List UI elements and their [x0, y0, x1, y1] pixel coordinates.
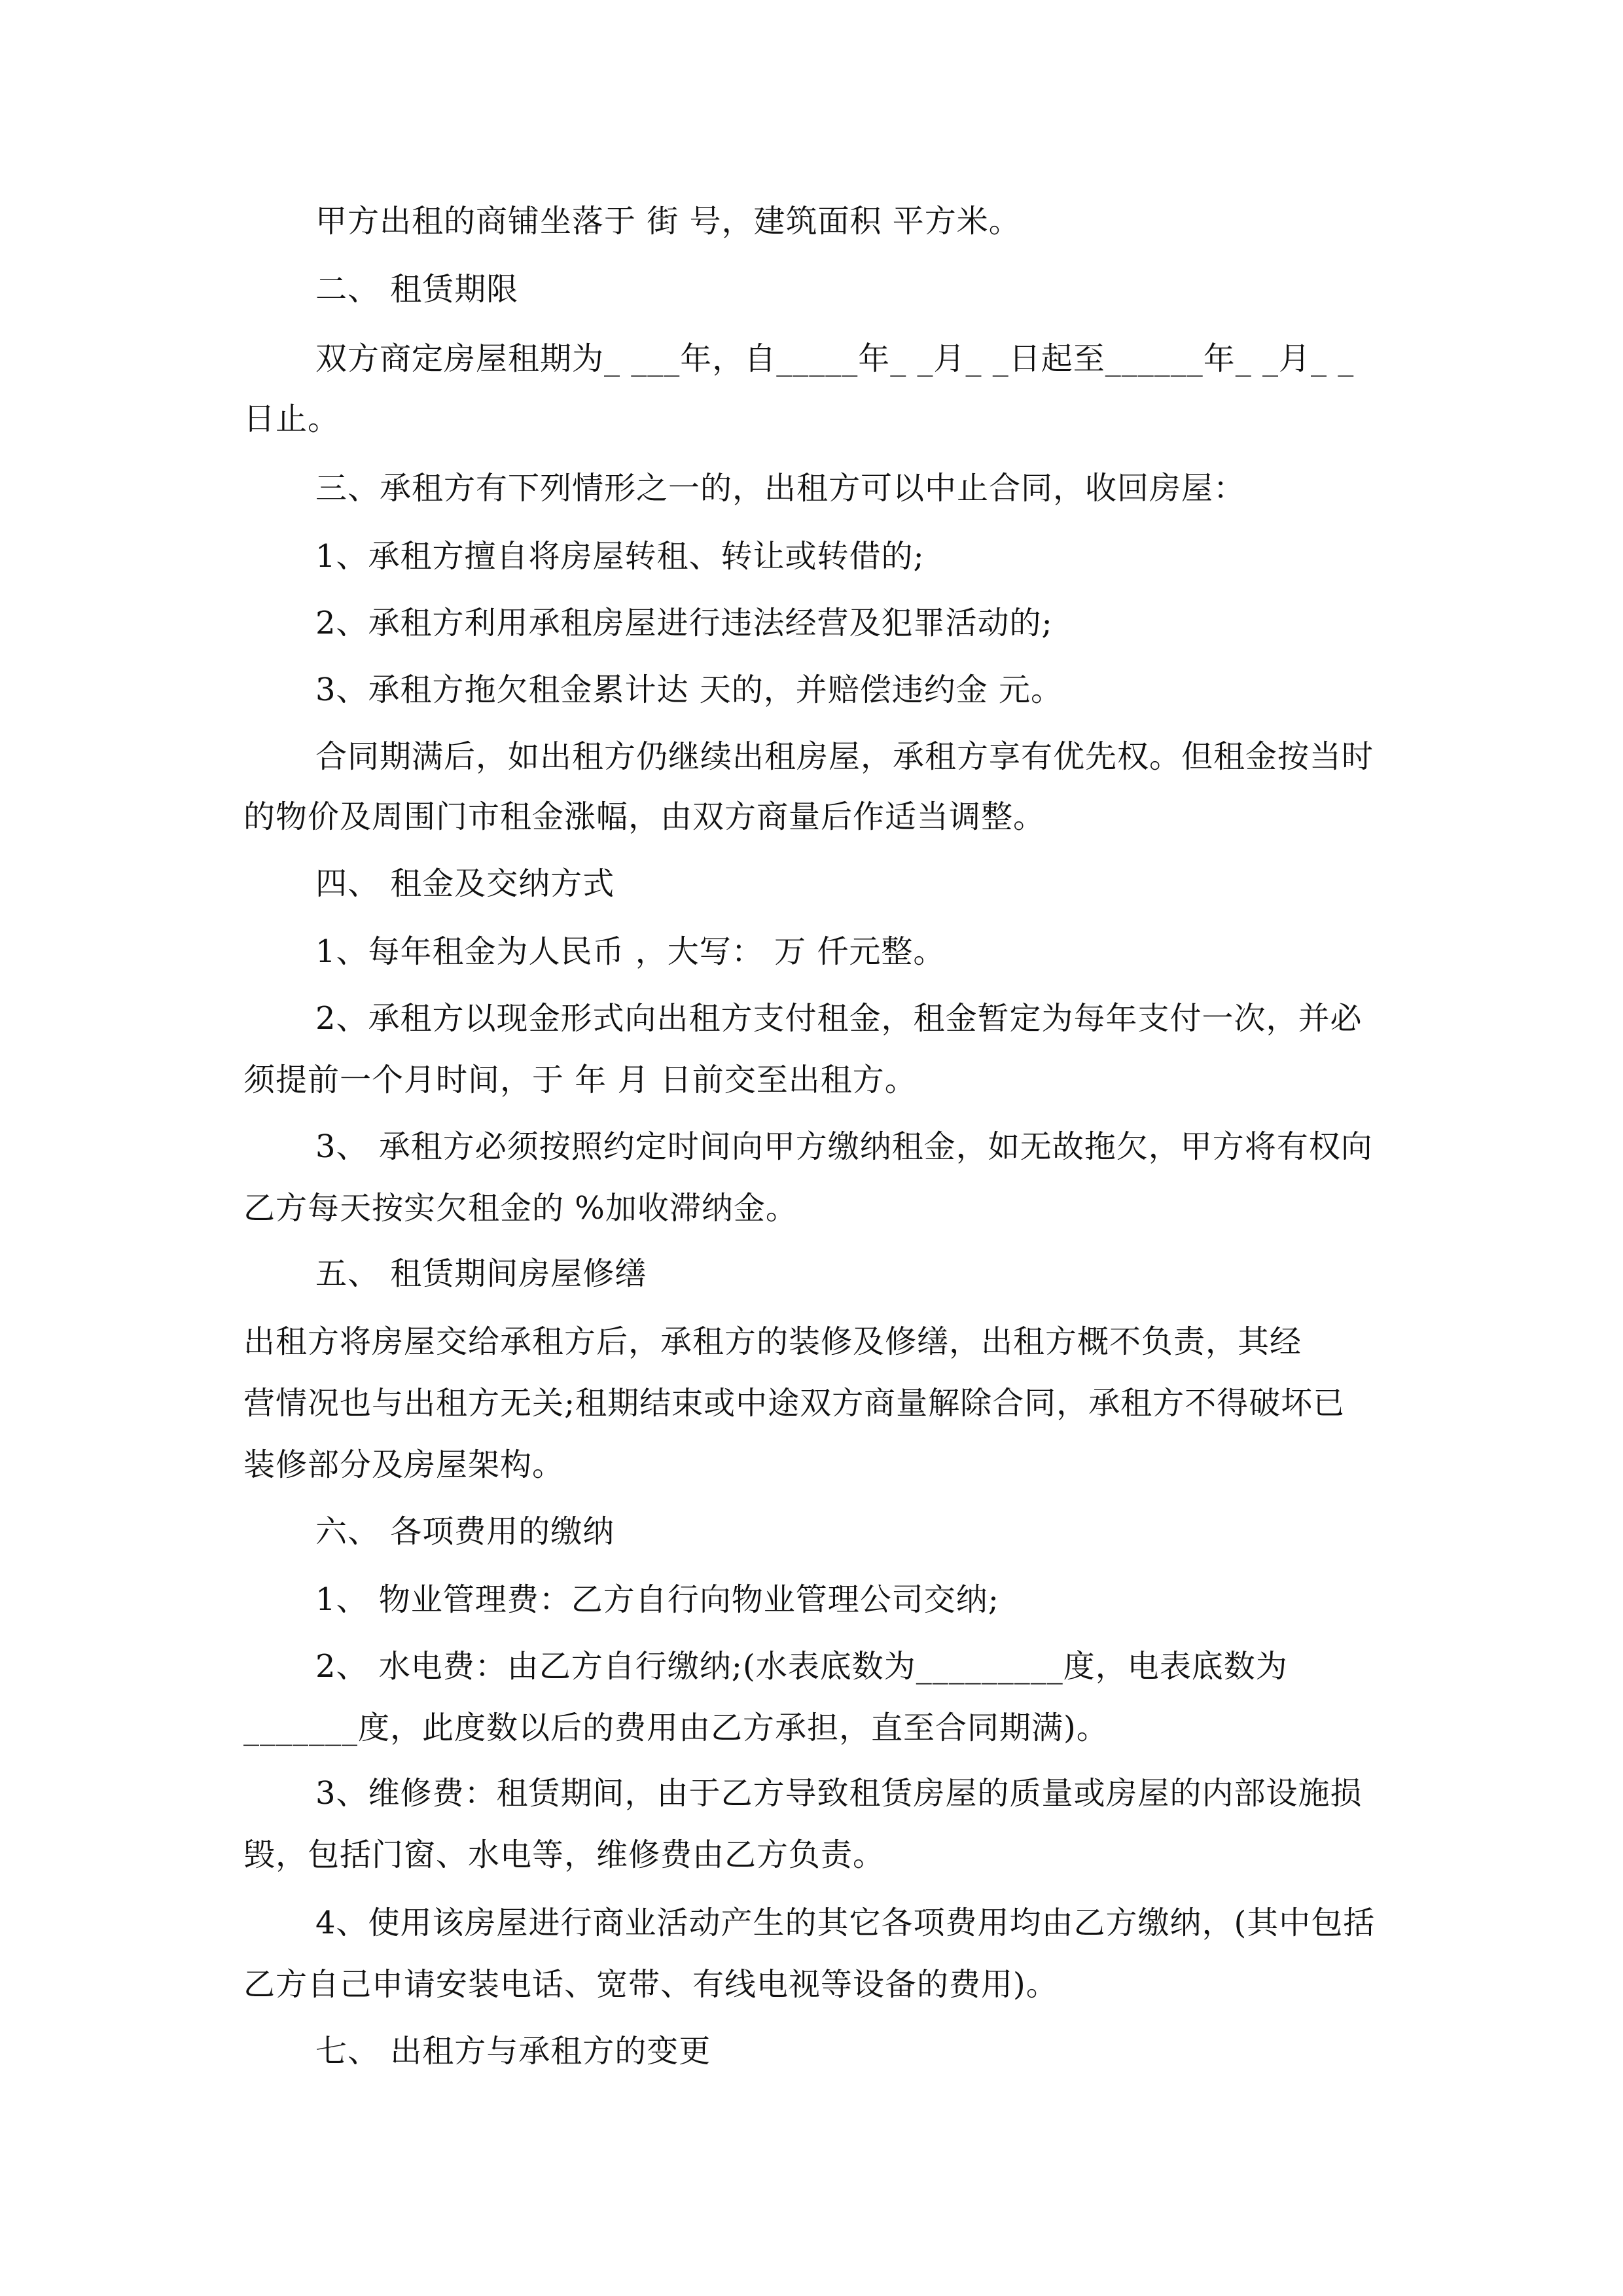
- text-line-lease-period-end: 日止。: [243, 401, 340, 437]
- list-item-fees-3: 3、维修费：租赁期间，由于乙方导致租赁房屋的质量或房屋的内部设施损: [315, 1775, 1363, 1812]
- section-heading-lease-term: 二、 租赁期限: [315, 271, 519, 308]
- text-line-renewal: 合同期满后，如出租方仍继续出租房屋，承租方享有优先权。但租金按当时: [315, 738, 1374, 775]
- list-item-termination-3: 3、承租方拖欠租金累计达 天的，并赔偿违约金 元。: [315, 672, 1063, 708]
- list-item-fees-4: 4、使用该房屋进行商业活动产生的其它各项费用均由乙方缴纳，(其中包括: [315, 1905, 1376, 1941]
- list-item-fees-4-cont: 乙方自己申请安装电话、宽带、有线电视等设备的费用)。: [243, 1966, 1058, 2003]
- list-item-fees-1: 1、 物业管理费：乙方自行向物业管理公司交纳;: [315, 1581, 999, 1618]
- list-item-rent-3: 3、 承租方必须按照约定时间向甲方缴纳租金，如无故拖欠，甲方将有权向: [315, 1128, 1373, 1165]
- text-line-repairs-1: 出租方将房屋交给承租方后，承租方的装修及修缮，出租方概不负责，其经: [243, 1323, 1302, 1360]
- list-item-rent-2: 2、承租方以现金形式向出租方支付租金，租金暂定为每年支付一次，并必: [315, 1000, 1363, 1037]
- text-line-lease-period: 双方商定房屋租期为_ ___年，自_____年_ _月_ _日起至______年_ _月_ _: [315, 340, 1355, 377]
- list-item-termination-2: 2、承租方利用承租房屋进行违法经营及犯罪活动的;: [315, 605, 1053, 641]
- section-heading-party-change: 七、 出租方与承租方的变更: [315, 2033, 711, 2070]
- section-heading-rent-payment: 四、 租金及交纳方式: [315, 865, 615, 902]
- text-line-repairs-3: 装修部分及房屋架构。: [243, 1446, 565, 1483]
- section-heading-fees: 六、 各项费用的缴纳: [315, 1513, 615, 1550]
- list-item-rent-1: 1、每年租金为人民币 ，大写： 万 仟元整。: [315, 933, 946, 970]
- section-heading-repairs: 五、 租赁期间房屋修缮: [315, 1255, 647, 1292]
- list-item-rent-2-cont: 须提前一个月时间，于 年 月 日前交至出租方。: [243, 1062, 917, 1098]
- list-item-fees-2: 2、 水电费：由乙方自行缴纳;(水表底数为_________度，电表底数为: [315, 1648, 1288, 1685]
- text-line-repairs-2: 营情况也与出租方无关;租期结束或中途双方商量解除合同，承租方不得破坏已: [243, 1385, 1346, 1422]
- text-line-renewal-cont: 的物价及周围门市租金涨幅，由双方商量后作适当调整。: [243, 798, 1046, 835]
- list-item-fees-2-cont: _______度，此度数以后的费用由乙方承担，直至合同期满)。: [243, 1710, 1109, 1746]
- text-line-shop-location: 甲方出租的商铺坐落于 街 号，建筑面积 平方米。: [315, 203, 1021, 240]
- list-item-fees-3-cont: 毁，包括门窗、水电等，维修费由乙方负责。: [243, 1837, 885, 1873]
- list-item-rent-3-cont: 乙方每天按实欠租金的 %加收滞纳金。: [243, 1190, 798, 1227]
- list-item-termination-1: 1、承租方擅自将房屋转租、转让或转借的;: [315, 538, 925, 575]
- section-heading-termination: 三、承租方有下列情形之一的，出租方可以中止合同，收回房屋：: [315, 470, 1246, 507]
